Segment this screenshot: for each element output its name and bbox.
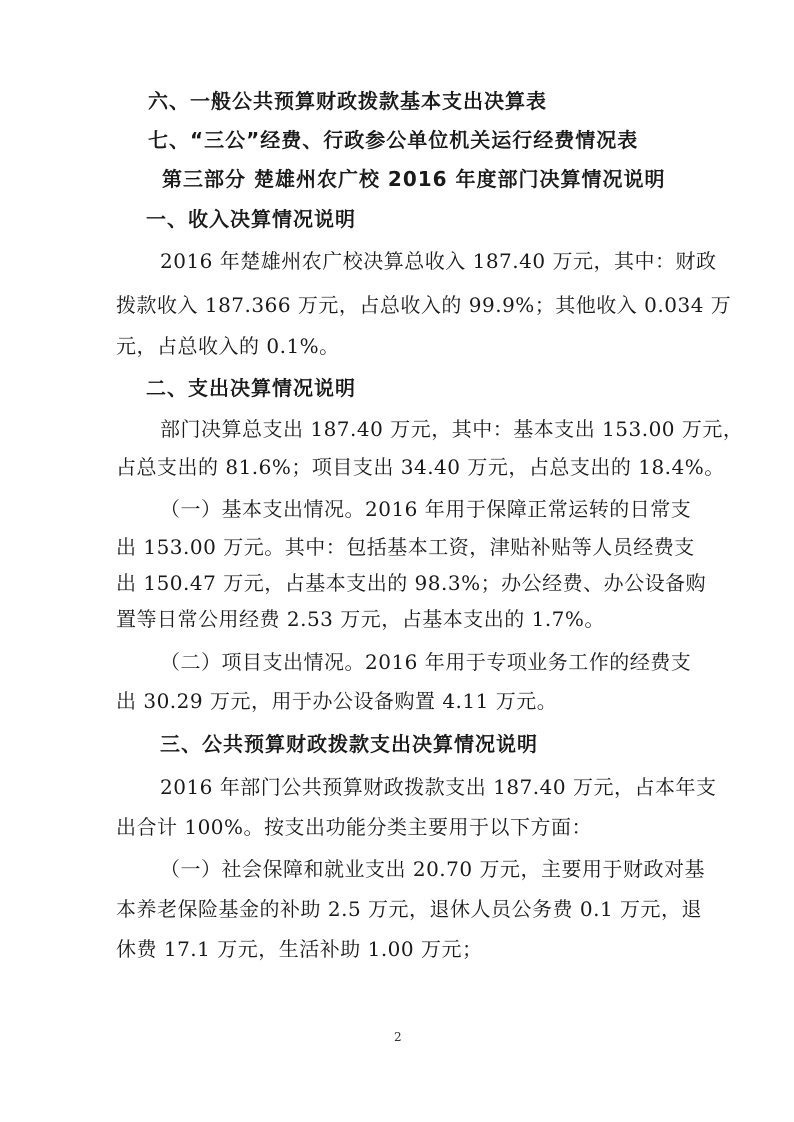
section-1-line: 拨款收入 187.366 万元，占总收入的 99.9%；其他收入 0.034 万	[116, 293, 732, 317]
section-2-project-line: （二）项目支出情况。2016 年用于专项业务工作的经费支	[160, 650, 692, 674]
section-3-line: 出合计 100%。按支出功能分类主要用于以下方面：	[116, 815, 593, 839]
section-1-line: 2016 年楚雄州农广校决算总收入 187.40 万元，其中：财政	[160, 249, 717, 273]
page-number: 2	[394, 1030, 402, 1044]
section-3-heading: 三、公共预算财政拨款支出决算情况说明	[160, 732, 538, 756]
section-2-basic-line: 出 150.47 万元，占基本支出的 98.3%；办公经费、办公设备购	[116, 571, 707, 595]
section-2-basic-line: （一）基本支出情况。2016 年用于保障正常运转的日常支	[160, 497, 692, 521]
section-2-line: 占总支出的 81.6%；项目支出 34.40 万元，占总支出的 18.4%。	[116, 455, 725, 479]
section-2-project-line: 出 30.29 万元，用于办公设备购置 4.11 万元。	[116, 689, 558, 713]
part-title: 第三部分 楚雄州农广校 2016 年度部门决算情况说明	[162, 167, 666, 191]
section-2-basic-line: 出 153.00 万元。其中：包括基本工资，津贴补贴等人员经费支	[116, 535, 695, 559]
section-3-social-line: 本养老保险基金的补助 2.5 万元，退休人员公务费 0.1 万元，退	[116, 897, 703, 921]
toc-item-7: 七、“三公”经费、行政参公单位机关运行经费情况表	[148, 128, 639, 152]
section-2-line: 部门决算总支出 187.40 万元，其中：基本支出 153.00 万元，	[160, 417, 744, 441]
toc-item-6: 六、一般公共预算财政拨款基本支出决算表	[148, 89, 547, 113]
section-1-heading: 一、收入决算情况说明	[146, 207, 356, 231]
section-3-social-line: （一）社会保障和就业支出 20.70 万元，主要用于财政对基	[160, 857, 705, 881]
section-3-line: 2016 年部门公共预算财政拨款支出 187.40 万元，占本年支	[160, 775, 717, 799]
section-2-basic-line: 置等日常公用经费 2.53 万元，占基本支出的 1.7%。	[116, 607, 605, 631]
section-1-line: 元，占总收入的 0.1%。	[116, 334, 340, 358]
section-2-heading: 二、支出决算情况说明	[146, 376, 356, 400]
section-3-social-line: 休费 17.1 万元，生活补助 1.00 万元；	[116, 937, 483, 961]
